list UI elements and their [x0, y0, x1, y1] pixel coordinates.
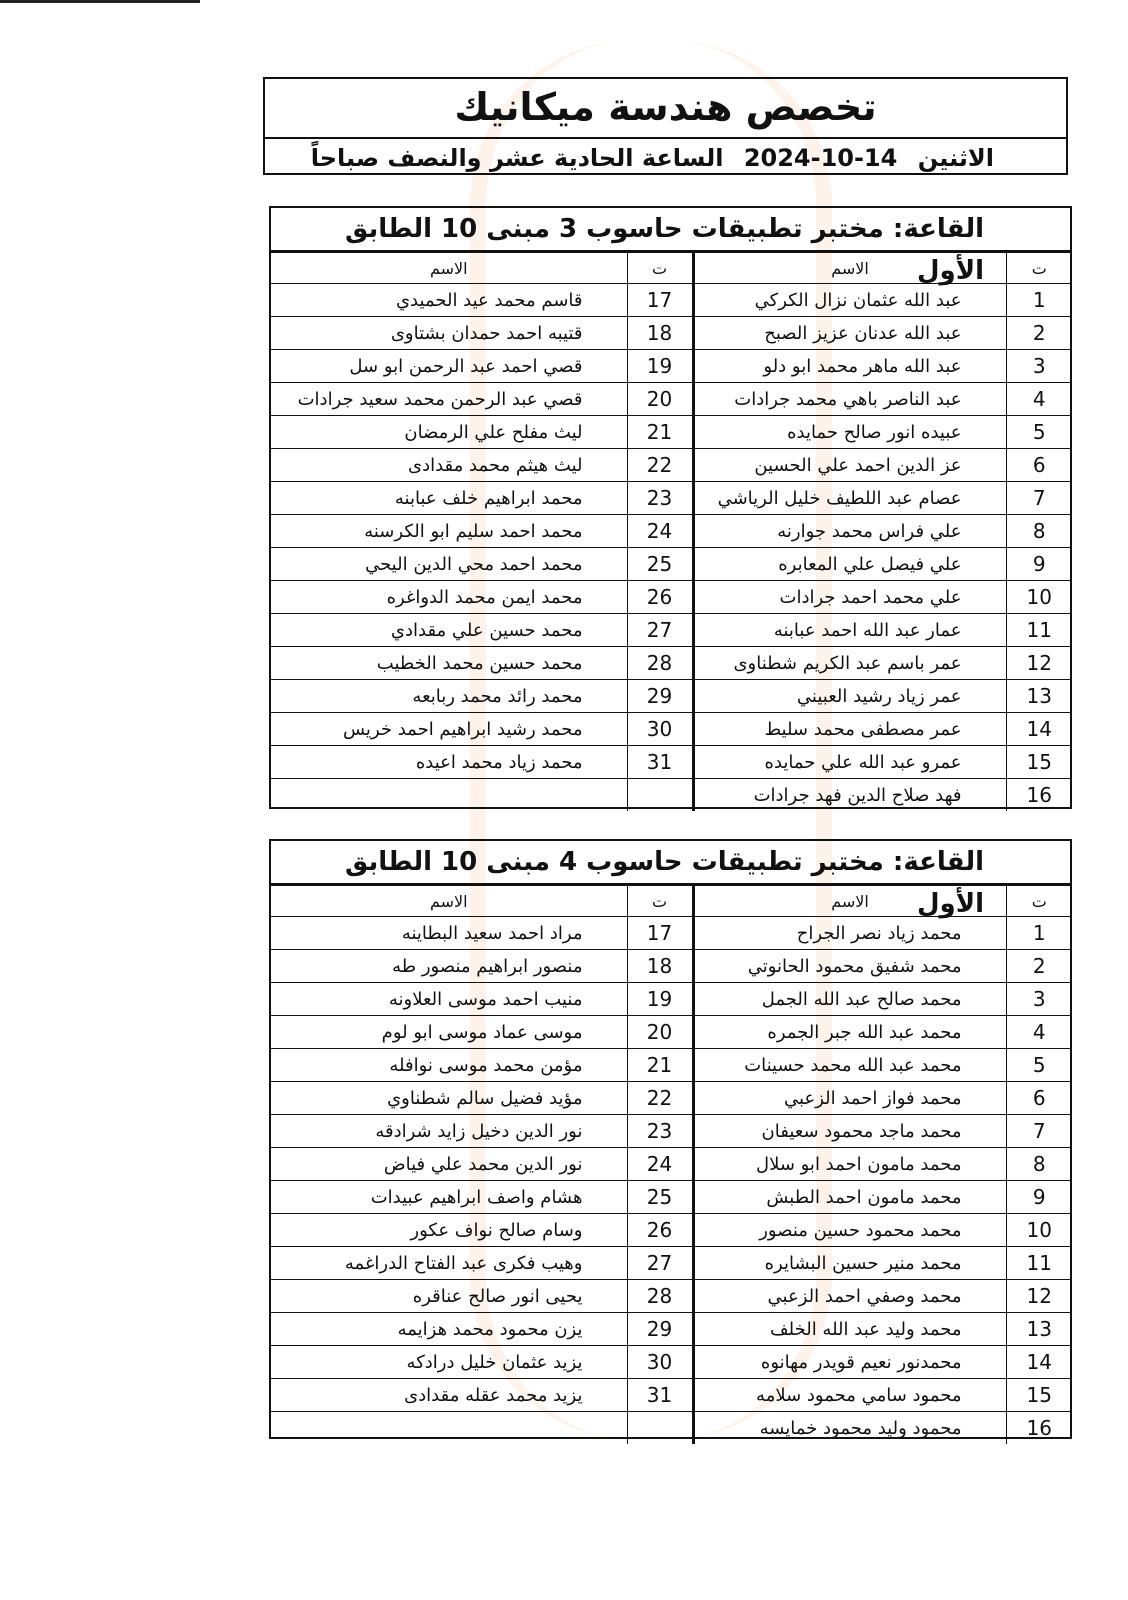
page-title: تخصص هندسة ميكانيك [265, 79, 1066, 139]
row-number: 24 [627, 1148, 693, 1181]
row-number: 3 [1006, 983, 1072, 1016]
row-number: 6 [1006, 449, 1072, 482]
table-row [271, 614, 1072, 647]
student-name: عبد الناصر باهي محمد جرادات [693, 383, 1006, 416]
student-name: محمد رائد محمد ربابعه [271, 680, 627, 713]
student-name: محمد منير حسين البشايره [693, 1247, 1006, 1280]
row-number: 22 [627, 1082, 693, 1115]
row-number: 15 [1006, 746, 1072, 779]
student-name: عمار عبد الله احمد عبابنه [693, 614, 1006, 647]
student-name: يحيى انور صالح عناقره [271, 1280, 627, 1313]
student-name: مؤيد فضيل سالم شطناوي [271, 1082, 627, 1115]
row-number: 23 [627, 1115, 693, 1148]
row-number: 28 [627, 1280, 693, 1313]
col-header-number: ت [1006, 886, 1072, 917]
student-name: محمد احمد محي الدين اليحي [271, 548, 627, 581]
student-name: عبد الله عثمان نزال الكركي [693, 284, 1006, 317]
row-number: 14 [1006, 713, 1072, 746]
row-number: 19 [627, 350, 693, 383]
row-number: 3 [1006, 350, 1072, 383]
hall-section-2 [269, 839, 1072, 1439]
table-row [271, 779, 1072, 812]
student-name: موسى عماد موسى ابو لوم [271, 1016, 627, 1049]
student-name: هشام واصف ابراهيم عبيدات [271, 1181, 627, 1214]
col-header-name: الاسم [271, 253, 627, 284]
row-number: 27 [627, 614, 693, 647]
row-number: 13 [1006, 1313, 1072, 1346]
col-header-name: الاسم [693, 886, 1006, 917]
table-row [271, 515, 1072, 548]
table-row [271, 1016, 1072, 1049]
student-name: محمدنور نعيم قويدر مهانوه [693, 1346, 1006, 1379]
student-name: عصام عبد اللطيف خليل الرياشي [693, 482, 1006, 515]
table-row [271, 1280, 1072, 1313]
student-name [271, 1412, 627, 1445]
table-row [271, 449, 1072, 482]
student-name: علي محمد احمد جرادات [693, 581, 1006, 614]
table-row [271, 1082, 1072, 1115]
student-name: مراد احمد سعيد البطاينه [271, 917, 627, 950]
table-row [271, 317, 1072, 350]
student-name: محمد صالح عبد الله الجمل [693, 983, 1006, 1016]
row-number: 5 [1006, 1049, 1072, 1082]
row-number: 25 [627, 1181, 693, 1214]
row-number: 12 [1006, 1280, 1072, 1313]
student-name: محمد احمد سليم ابو الكرسنه [271, 515, 627, 548]
table-row [271, 350, 1072, 383]
student-name: مؤمن محمد موسى نوافله [271, 1049, 627, 1082]
row-number: 30 [627, 713, 693, 746]
student-name: محمد مامون احمد الطبش [693, 1181, 1006, 1214]
table-row [271, 680, 1072, 713]
row-number: 13 [1006, 680, 1072, 713]
student-name: علي فيصل علي المعابره [693, 548, 1006, 581]
student-name: قصي احمد عبد الرحمن ابو سل [271, 350, 627, 383]
row-number: 1 [1006, 284, 1072, 317]
table-row [271, 581, 1072, 614]
row-number: 31 [627, 746, 693, 779]
row-number: 22 [627, 449, 693, 482]
table-row [271, 416, 1072, 449]
row-number: 31 [627, 1379, 693, 1412]
student-name: عز الدين احمد علي الحسين [693, 449, 1006, 482]
student-name: محمد ابراهيم خلف عبابنه [271, 482, 627, 515]
row-number: 24 [627, 515, 693, 548]
row-number: 9 [1006, 548, 1072, 581]
hall-title: القاعة: مختبر تطبيقات حاسوب 3 مبنى 10 الطابق الأول [271, 208, 1070, 252]
row-number: 2 [1006, 950, 1072, 983]
row-number: 11 [1006, 1247, 1072, 1280]
table-row [271, 1148, 1072, 1181]
student-name: قتيبه احمد حمدان بشتاوى [271, 317, 627, 350]
student-name: قاسم محمد عيد الحميدي [271, 284, 627, 317]
col-header-number: ت [1006, 253, 1072, 284]
student-name: محمود سامي محمود سلامه [693, 1379, 1006, 1412]
exam-date: 2024-10-14 [743, 144, 898, 172]
student-name: محمد حسين محمد الخطيب [271, 647, 627, 680]
row-number: 1 [1006, 917, 1072, 950]
row-number: 21 [627, 1049, 693, 1082]
top-edge-line [0, 0, 200, 3]
row-number: 10 [1006, 581, 1072, 614]
table-row [271, 746, 1072, 779]
table-row [271, 1214, 1072, 1247]
student-name: محمد زياد نصر الجراح [693, 917, 1006, 950]
row-number: 4 [1006, 383, 1072, 416]
student-name: فهد صلاح الدين فهد جرادات [693, 779, 1006, 812]
table-row [271, 1379, 1072, 1412]
row-number: 21 [627, 416, 693, 449]
row-number: 17 [627, 284, 693, 317]
table-row [271, 713, 1072, 746]
students-table [271, 885, 1072, 1444]
table-row [271, 482, 1072, 515]
row-number: 29 [627, 1313, 693, 1346]
col-header-name: الاسم [271, 886, 627, 917]
student-name: منيب احمد موسى العلاونه [271, 983, 627, 1016]
col-header-name: الاسم [693, 253, 1006, 284]
students-table [271, 252, 1072, 811]
row-number: 25 [627, 548, 693, 581]
student-name: محمد عبد الله جبر الجمره [693, 1016, 1006, 1049]
row-number: 7 [1006, 1115, 1072, 1148]
row-number: 6 [1006, 1082, 1072, 1115]
row-number: 7 [1006, 482, 1072, 515]
table-row [271, 950, 1072, 983]
student-name: محمد وليد عبد الله الخلف [693, 1313, 1006, 1346]
table-row [271, 383, 1072, 416]
row-number: 10 [1006, 1214, 1072, 1247]
table-row [271, 1181, 1072, 1214]
hall-title: القاعة: مختبر تطبيقات حاسوب 4 مبنى 10 الطابق الأول [271, 841, 1070, 885]
row-number: 26 [627, 581, 693, 614]
student-name: عبد الله ماهر محمد ابو دلو [693, 350, 1006, 383]
row-number: 29 [627, 680, 693, 713]
row-number: 18 [627, 950, 693, 983]
student-name: محمد شفيق محمود الحانوتي [693, 950, 1006, 983]
row-number: 17 [627, 917, 693, 950]
student-name: عمرو عبد الله علي حمايده [693, 746, 1006, 779]
row-number [627, 1412, 693, 1445]
table-row [271, 1115, 1072, 1148]
row-number: 5 [1006, 416, 1072, 449]
student-name: محمد وصفي احمد الزعبي [693, 1280, 1006, 1313]
student-name: عمر باسم عبد الكريم شطناوى [693, 647, 1006, 680]
student-name: عبيده انور صالح حمايده [693, 416, 1006, 449]
row-number: 27 [627, 1247, 693, 1280]
col-header-number: ت [627, 886, 693, 917]
student-name: عمر مصطفى محمد سليط [693, 713, 1006, 746]
student-name: محمد ماجد محمود سعيفان [693, 1115, 1006, 1148]
row-number: 15 [1006, 1379, 1072, 1412]
student-name: منصور ابراهيم منصور طه [271, 950, 627, 983]
row-number: 2 [1006, 317, 1072, 350]
table-row [271, 1313, 1072, 1346]
student-name: محمد رشيد ابراهيم احمد خريس [271, 713, 627, 746]
table-row [271, 1346, 1072, 1379]
row-number: 14 [1006, 1346, 1072, 1379]
student-name: قصي عبد الرحمن محمد سعيد جرادات [271, 383, 627, 416]
row-number: 28 [627, 647, 693, 680]
table-row [271, 1412, 1072, 1445]
table-row [271, 647, 1072, 680]
student-name: ليث هيثم محمد مقدادى [271, 449, 627, 482]
row-number: 20 [627, 383, 693, 416]
student-name: ليث مفلح علي الرمضان [271, 416, 627, 449]
row-number: 11 [1006, 614, 1072, 647]
exam-day: الاثنين [917, 144, 994, 172]
row-number: 4 [1006, 1016, 1072, 1049]
student-name: محمد محمود حسين منصور [693, 1214, 1006, 1247]
student-name: محمد حسين علي مقدادي [271, 614, 627, 647]
student-name: عبد الله عدنان عزيز الصبح [693, 317, 1006, 350]
row-number: 12 [1006, 647, 1072, 680]
student-name: محمد مامون احمد ابو سلال [693, 1148, 1006, 1181]
student-name: محمود وليد محمود خمايسه [693, 1412, 1006, 1445]
exam-time: الساعة الحادية عشر والنصف صباحاً [310, 144, 724, 172]
table-row [271, 548, 1072, 581]
table-row [271, 1049, 1072, 1082]
row-number: 19 [627, 983, 693, 1016]
student-name: عمر زياد رشيد العبيني [693, 680, 1006, 713]
row-number: 16 [1006, 779, 1072, 812]
student-name: محمد زياد محمد اعيده [271, 746, 627, 779]
student-name: وسام صالح نواف عكور [271, 1214, 627, 1247]
student-name: نور الدين دخيل زايد شرادقه [271, 1115, 627, 1148]
row-number [627, 779, 693, 812]
student-name: علي فراس محمد جوارنه [693, 515, 1006, 548]
row-number: 16 [1006, 1412, 1072, 1445]
document-header [263, 77, 1068, 175]
student-name: محمد عبد الله محمد حسينات [693, 1049, 1006, 1082]
row-number: 26 [627, 1214, 693, 1247]
student-name: يزن محمود محمد هزايمه [271, 1313, 627, 1346]
student-name: يزيد عثمان خليل درادكه [271, 1346, 627, 1379]
row-number: 9 [1006, 1181, 1072, 1214]
student-name: نور الدين محمد علي فياض [271, 1148, 627, 1181]
row-number: 23 [627, 482, 693, 515]
col-header-number: ت [627, 253, 693, 284]
row-number: 8 [1006, 1148, 1072, 1181]
exam-datetime [265, 139, 1066, 177]
student-name: يزيد محمد عقله مقدادى [271, 1379, 627, 1412]
row-number: 8 [1006, 515, 1072, 548]
hall-section-1 [269, 206, 1072, 809]
row-number: 30 [627, 1346, 693, 1379]
student-name: محمد فواز احمد الزعبي [693, 1082, 1006, 1115]
student-name: محمد ايمن محمد الدواغره [271, 581, 627, 614]
student-name [271, 779, 627, 812]
row-number: 18 [627, 317, 693, 350]
row-number: 20 [627, 1016, 693, 1049]
table-row [271, 1247, 1072, 1280]
table-row [271, 983, 1072, 1016]
student-name: وهيب فكرى عبد الفتاح الدراغمه [271, 1247, 627, 1280]
